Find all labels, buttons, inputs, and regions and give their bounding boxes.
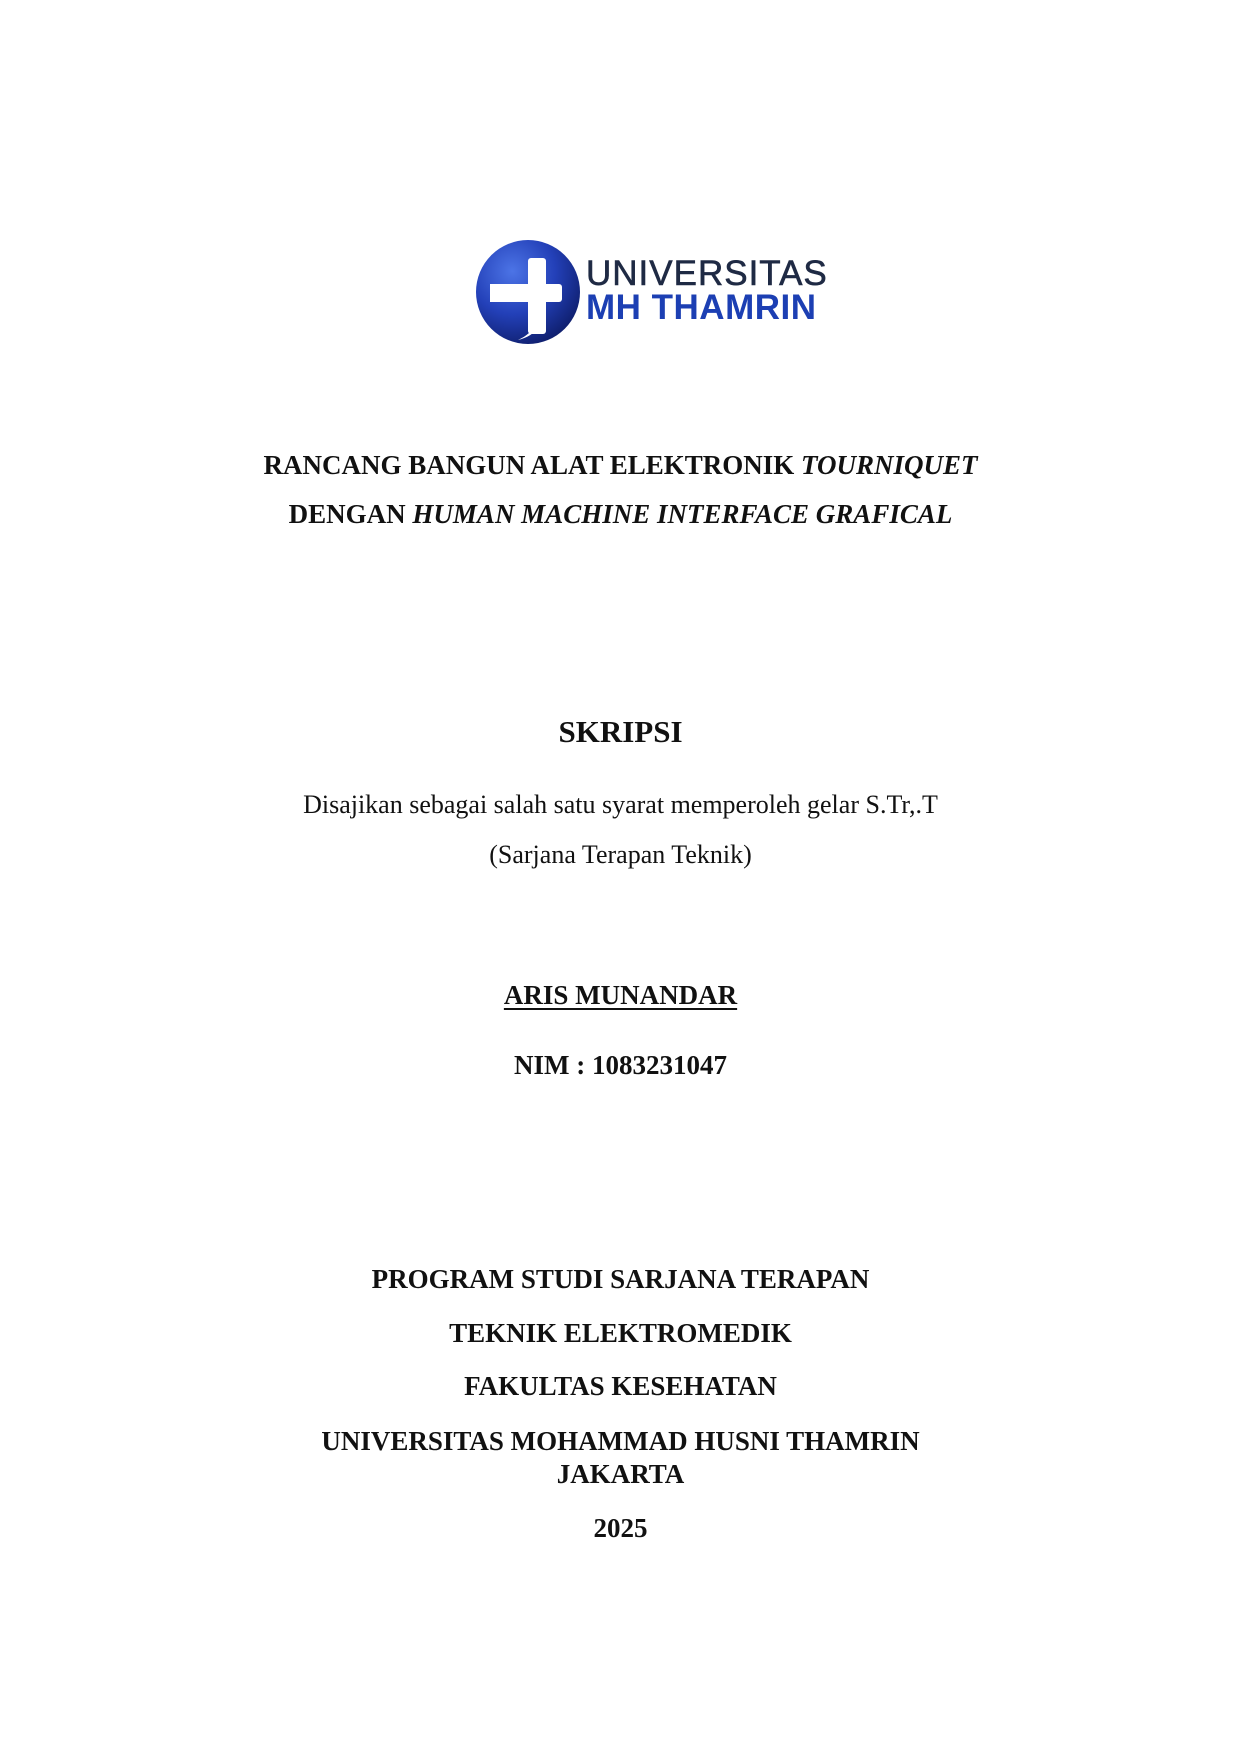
university-logo (474, 236, 834, 346)
title-line-2-italic: HUMAN MACHINE INTERFACE GRAFICAL (412, 499, 953, 529)
title-line-2-plain: DENGAN (288, 499, 413, 529)
thesis-title-line-1 (0, 450, 1241, 481)
city: JAKARTA (556, 1459, 685, 1489)
purpose-line-2: (Sarjana Terapan Teknik) (489, 840, 752, 869)
year: 2025 (593, 1513, 648, 1543)
purpose-line-1: Disajikan sebagai salah satu syarat memperoleh gelar S.Tr,.T (303, 790, 938, 819)
department: TEKNIK ELEKTROMEDIK (449, 1318, 792, 1348)
author-nim: NIM : 1083231047 (514, 1050, 727, 1080)
plus-cross-icon (474, 236, 584, 346)
logo-text-mh-thamrin: MH THAMRIN (586, 288, 817, 327)
faculty: FAKULTAS KESEHATAN (464, 1371, 777, 1401)
author-name-text: ARIS MUNANDAR (503, 980, 738, 1010)
logo-text-universitas: UNIVERSITAS (586, 254, 828, 293)
author-name (0, 980, 1241, 1011)
title-line-1-plain: RANCANG BANGUN ALAT ELEKTRONIK (263, 450, 802, 480)
title-line-1-italic: TOURNIQUET (801, 450, 978, 480)
document-type: SKRIPSI (558, 714, 683, 749)
university-name: UNIVERSITAS MOHAMMAD HUSNI THAMRIN (321, 1426, 920, 1456)
thesis-title-line-2 (0, 499, 1241, 530)
study-program: PROGRAM STUDI SARJANA TERAPAN (371, 1264, 870, 1294)
